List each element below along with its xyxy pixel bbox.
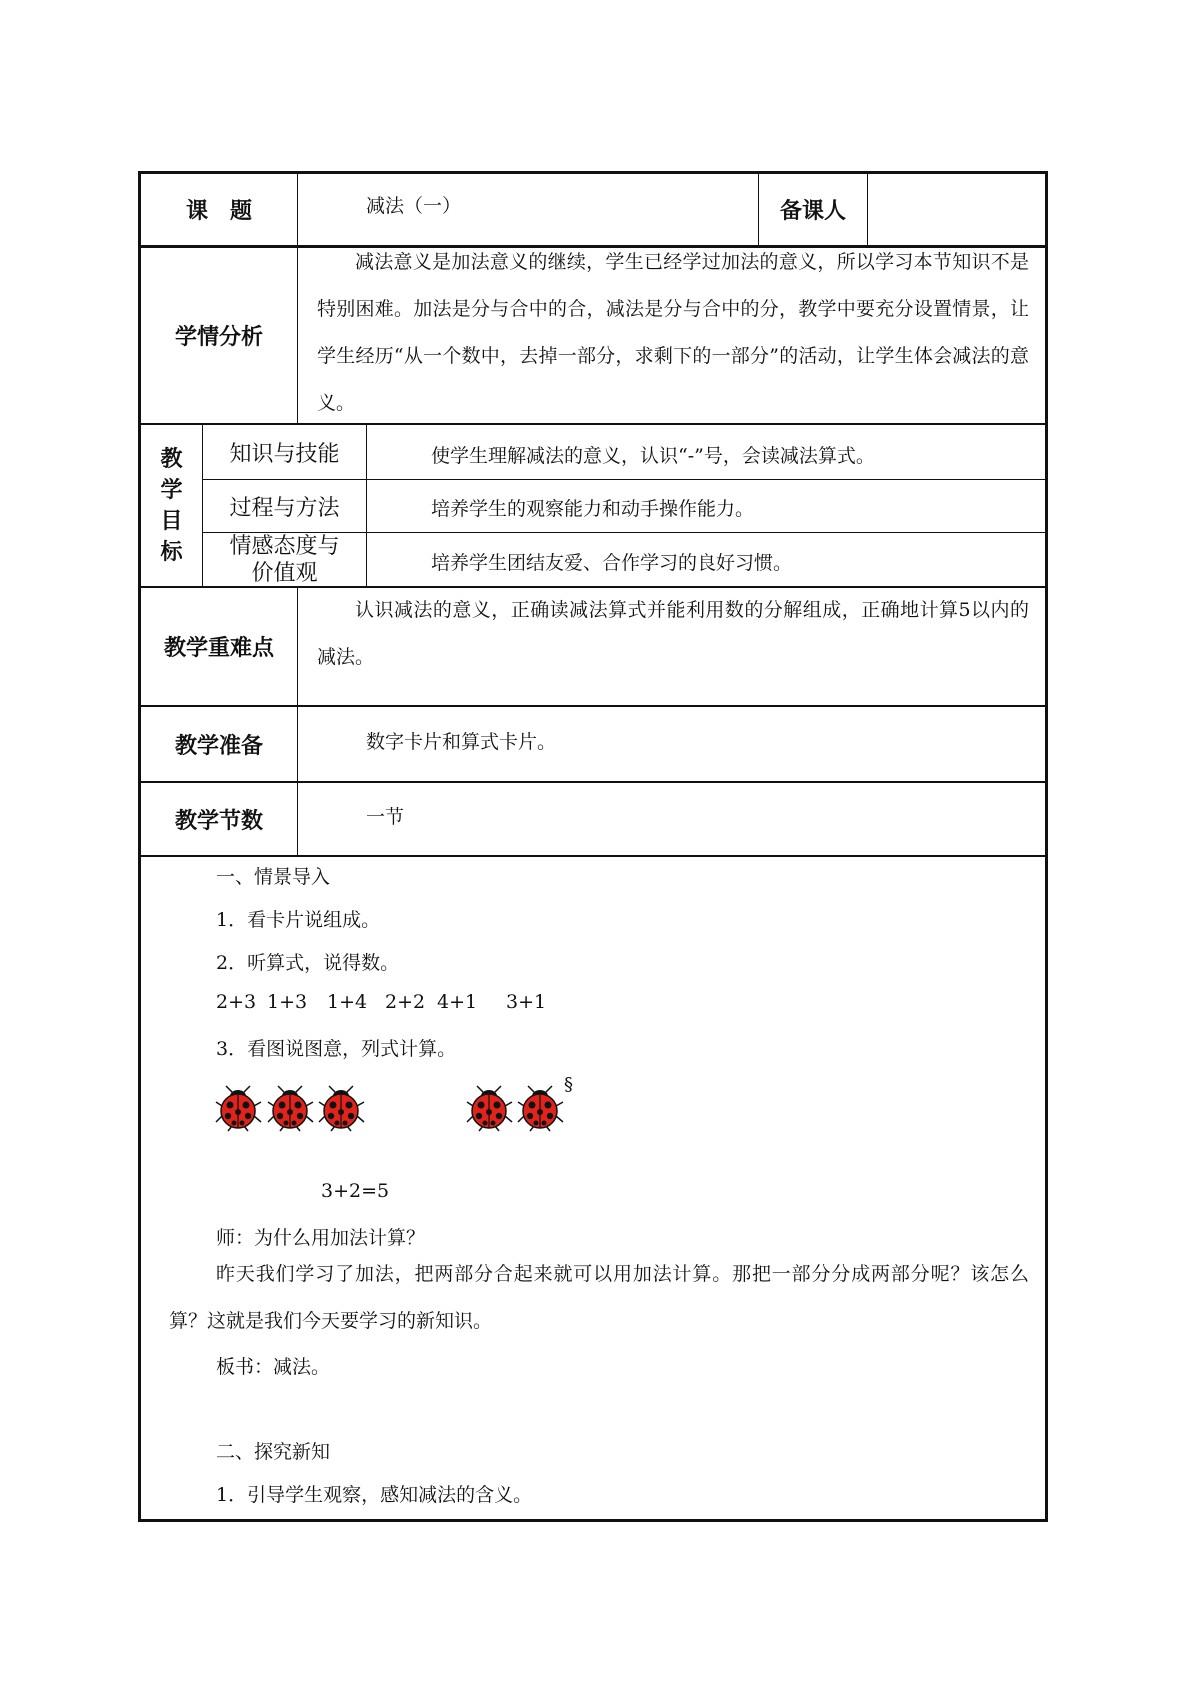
analysis-label: 学情分析 — [174, 325, 263, 350]
sum-expression: 2+2 — [385, 991, 426, 1013]
list-item: 2．听算式，说得数。 — [216, 952, 400, 974]
sum-expression: 3+1 — [506, 991, 547, 1013]
preparer-label: 备课人 — [779, 199, 846, 224]
goal-process-label: 过程与方法 — [229, 495, 340, 521]
goal-attitude-label — [203, 533, 366, 586]
goal-knowledge-text: 使学生理解减法的意义，认识“-”号，会读减法算式。 — [431, 445, 875, 467]
preparation-text: 数字卡片和算式卡片。 — [366, 731, 557, 753]
topic-value: 减法（一） — [366, 195, 462, 217]
ladybug-icon — [214, 1084, 264, 1132]
section-heading-explore: 二、探究新知 — [216, 1441, 331, 1463]
goal-attitude-text: 培养学生团结友爱、合作学习的良好习惯。 — [431, 552, 793, 574]
ladybug-icon — [465, 1084, 515, 1132]
sum-expression: 1+4 — [327, 991, 368, 1013]
goal-attitude-label-line1: 情感态度与 — [229, 533, 340, 559]
periods-text: 一节 — [366, 806, 405, 828]
equation: 3+2=5 — [321, 1180, 390, 1202]
goal-process-text: 培养学生的观察能力和动手操作能力。 — [431, 498, 755, 520]
ladybug-icon — [266, 1084, 316, 1132]
list-item: 3．看图说图意，列式计算。 — [216, 1038, 457, 1060]
goals-label-char: 目 — [160, 508, 183, 534]
preparation-label: 教学准备 — [174, 733, 263, 759]
lesson-plan-table — [138, 171, 1048, 1522]
goal-knowledge-label: 知识与技能 — [229, 441, 340, 467]
goals-label-char: 学 — [160, 477, 183, 503]
ladybug-icon — [516, 1084, 566, 1132]
goals-label-char: 教 — [160, 446, 183, 472]
goals-label — [141, 425, 202, 586]
key-points-text: 认识减法的意义，正确读减法算式并能利用数的分解组成，正确地计算5以内的减法。 — [317, 599, 1029, 668]
topic-label: 课 题 — [185, 199, 252, 224]
sum-expression: 1+3 — [267, 991, 308, 1013]
ladybug-icon — [317, 1084, 367, 1132]
key-points-label: 教学重难点 — [163, 636, 274, 661]
section-mark: § — [564, 1074, 573, 1095]
list-item: 1．看卡片说组成。 — [216, 909, 381, 931]
list-item: 1．引导学生观察，感知减法的含义。 — [216, 1484, 533, 1506]
section-heading-intro: 一、情景导入 — [216, 866, 331, 888]
explanation-text: 昨天我们学习了加法，把两部分合起来就可以用加法计算。那把一部分分成两部分呢？该怎么算？这就是我们今天要学习的新知识。 — [169, 1263, 1029, 1332]
board-note: 板书：减法。 — [216, 1356, 331, 1378]
preparer-value — [868, 174, 1045, 245]
analysis-text: 减法意义是加法意义的继续，学生已经学过加法的意义，所以学习本节知识不是特别困难。加法是分与合中的合，减法是分与合中的分，教学中要充分设置情景，让学生经历“从一个数中，去掉一部分，求剩下的一部分”的活动，让学生体会减法的意义。 — [317, 251, 1029, 414]
teacher-question: 师：为什么用加法计算？ — [216, 1227, 426, 1249]
sum-expression: 2+3 — [216, 991, 257, 1013]
periods-label: 教学节数 — [174, 808, 263, 834]
goals-label-char: 标 — [160, 539, 183, 565]
sum-expression: 4+1 — [437, 991, 478, 1013]
goal-attitude-label-line2: 价值观 — [251, 560, 318, 586]
